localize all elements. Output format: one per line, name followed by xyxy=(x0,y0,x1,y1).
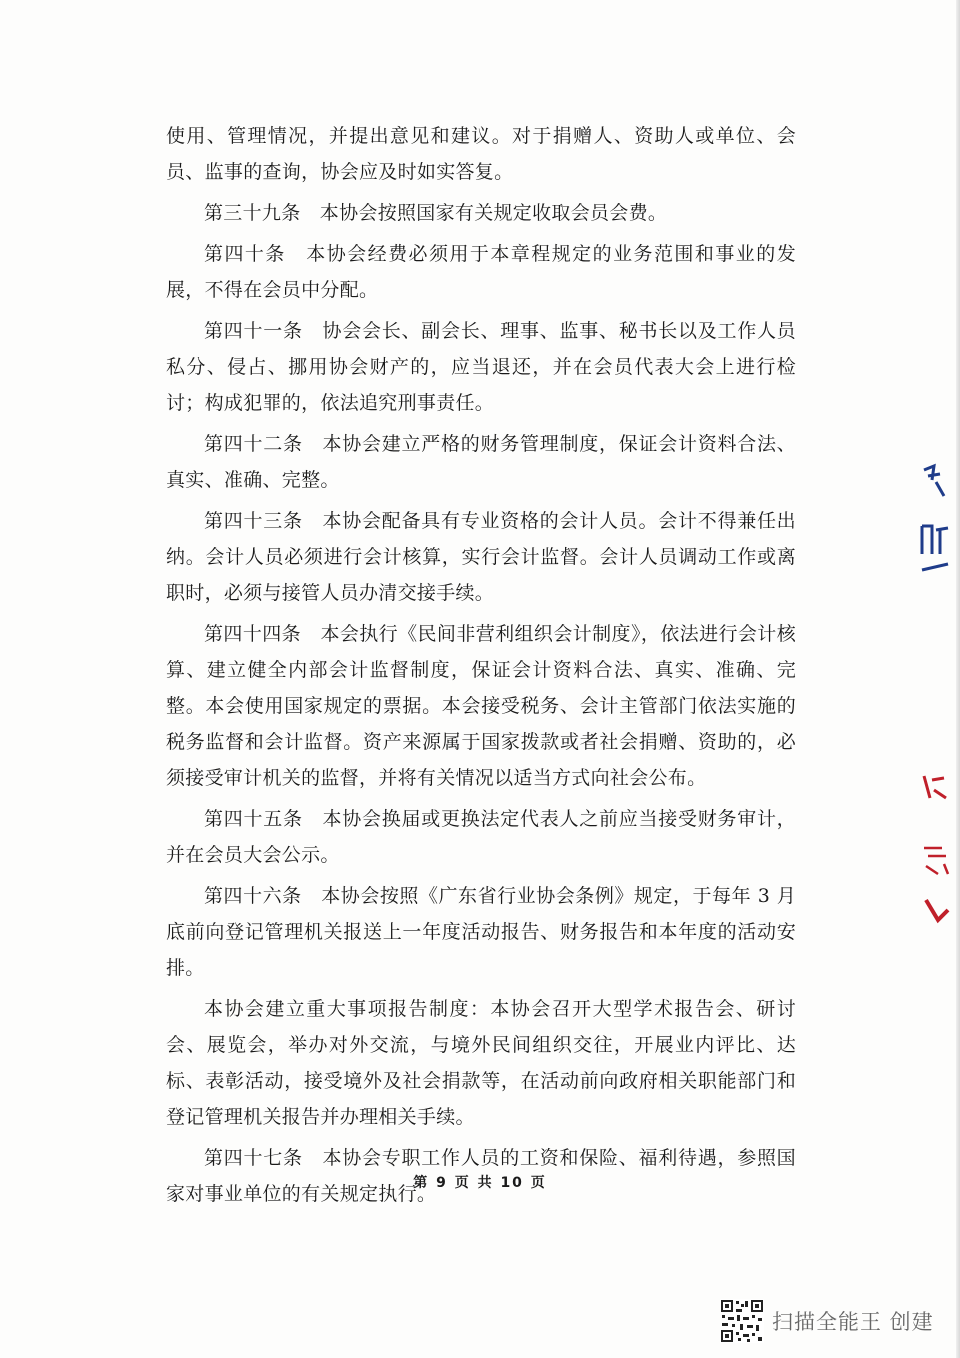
bleed-mark xyxy=(918,520,954,560)
article-44: 第四十四条 本会执行《民间非营利组织会计制度》，依法进行会计核算、建立健全内部会计监督制度，保证会计资料合法、真实、准确、完整。本会使用国家规定的票据。本会接受税务、会计主管部门依法实施的税务监督和会计监督。资产来源属于国家拨款或者社会捐赠、资助的，必须接受审计机关的监督，并将有关情况以适当方式向社会公布。 xyxy=(166,623,796,789)
article-45: 第四十五条 本协会换届或更换法定代表人之前应当接受财务审计，并在会员大会公示。 xyxy=(166,808,796,866)
bleed-mark xyxy=(918,890,954,930)
article-43: 第四十三条 本协会配备具有专业资格的会计人员。会计不得兼任出纳。会计人员必须进行会计核算，实行会计监督。会计人员调动工作或离职时，必须与接管人员办清交接手续。 xyxy=(166,510,796,604)
qr-code-icon xyxy=(720,1299,764,1343)
article-41: 第四十一条 协会会长、副会长、理事、监事、秘书长以及工作人员私分、侵占、挪用协会财产的，应当退还，并在会员代表大会上进行检讨；构成犯罪的，依法追究刑事责任。 xyxy=(166,320,796,414)
article-47: 第四十七条 本协会专职工作人员的工资和保险、福利待遇，参照国家对事业单位的有关规定执行。 xyxy=(166,1147,796,1205)
article-42: 第四十二条 本协会建立严格的财务管理制度，保证会计资料合法、真实、准确、完整。 xyxy=(166,433,796,491)
paragraph: 使用、管理情况，并提出意见和建议。对于捐赠人、资助人或单位、会员、监事的查询，协会应及时如实答复。 xyxy=(166,125,796,183)
scanner-watermark xyxy=(720,1297,950,1345)
article-39: 第三十九条 本协会按照国家有关规定收取会员会费。 xyxy=(204,202,668,224)
article-46: 第四十六条 本协会按照《广东省行业协会条例》规定，于每年 3 月底前向登记管理机关报送上一年度活动报告、财务报告和本年度的活动安排。 xyxy=(166,885,796,979)
watermark-text: 扫描全能王 创建 xyxy=(772,1310,934,1334)
bleed-mark xyxy=(918,840,954,880)
page-number: 第 9 页 共 10 页 xyxy=(413,1175,547,1191)
bleed-mark xyxy=(918,556,954,576)
article-40: 第四十条 本协会经费必须用于本章程规定的业务范围和事业的发展，不得在会员中分配。 xyxy=(166,243,796,301)
bleed-mark xyxy=(918,462,954,502)
document-body xyxy=(166,118,796,1212)
page-edge xyxy=(956,0,960,1358)
reporting-system-paragraph: 本协会建立重大事项报告制度：本协会召开大型学术报告会、研讨会、展览会，举办对外交流，与境外民间组织交往，开展业内评比、达标、表彰活动，接受境外及社会捐款等，在活动前向政府相关职能部门和登记管理机关报告并办理相关手续。 xyxy=(166,998,796,1128)
bleed-mark xyxy=(918,768,954,808)
